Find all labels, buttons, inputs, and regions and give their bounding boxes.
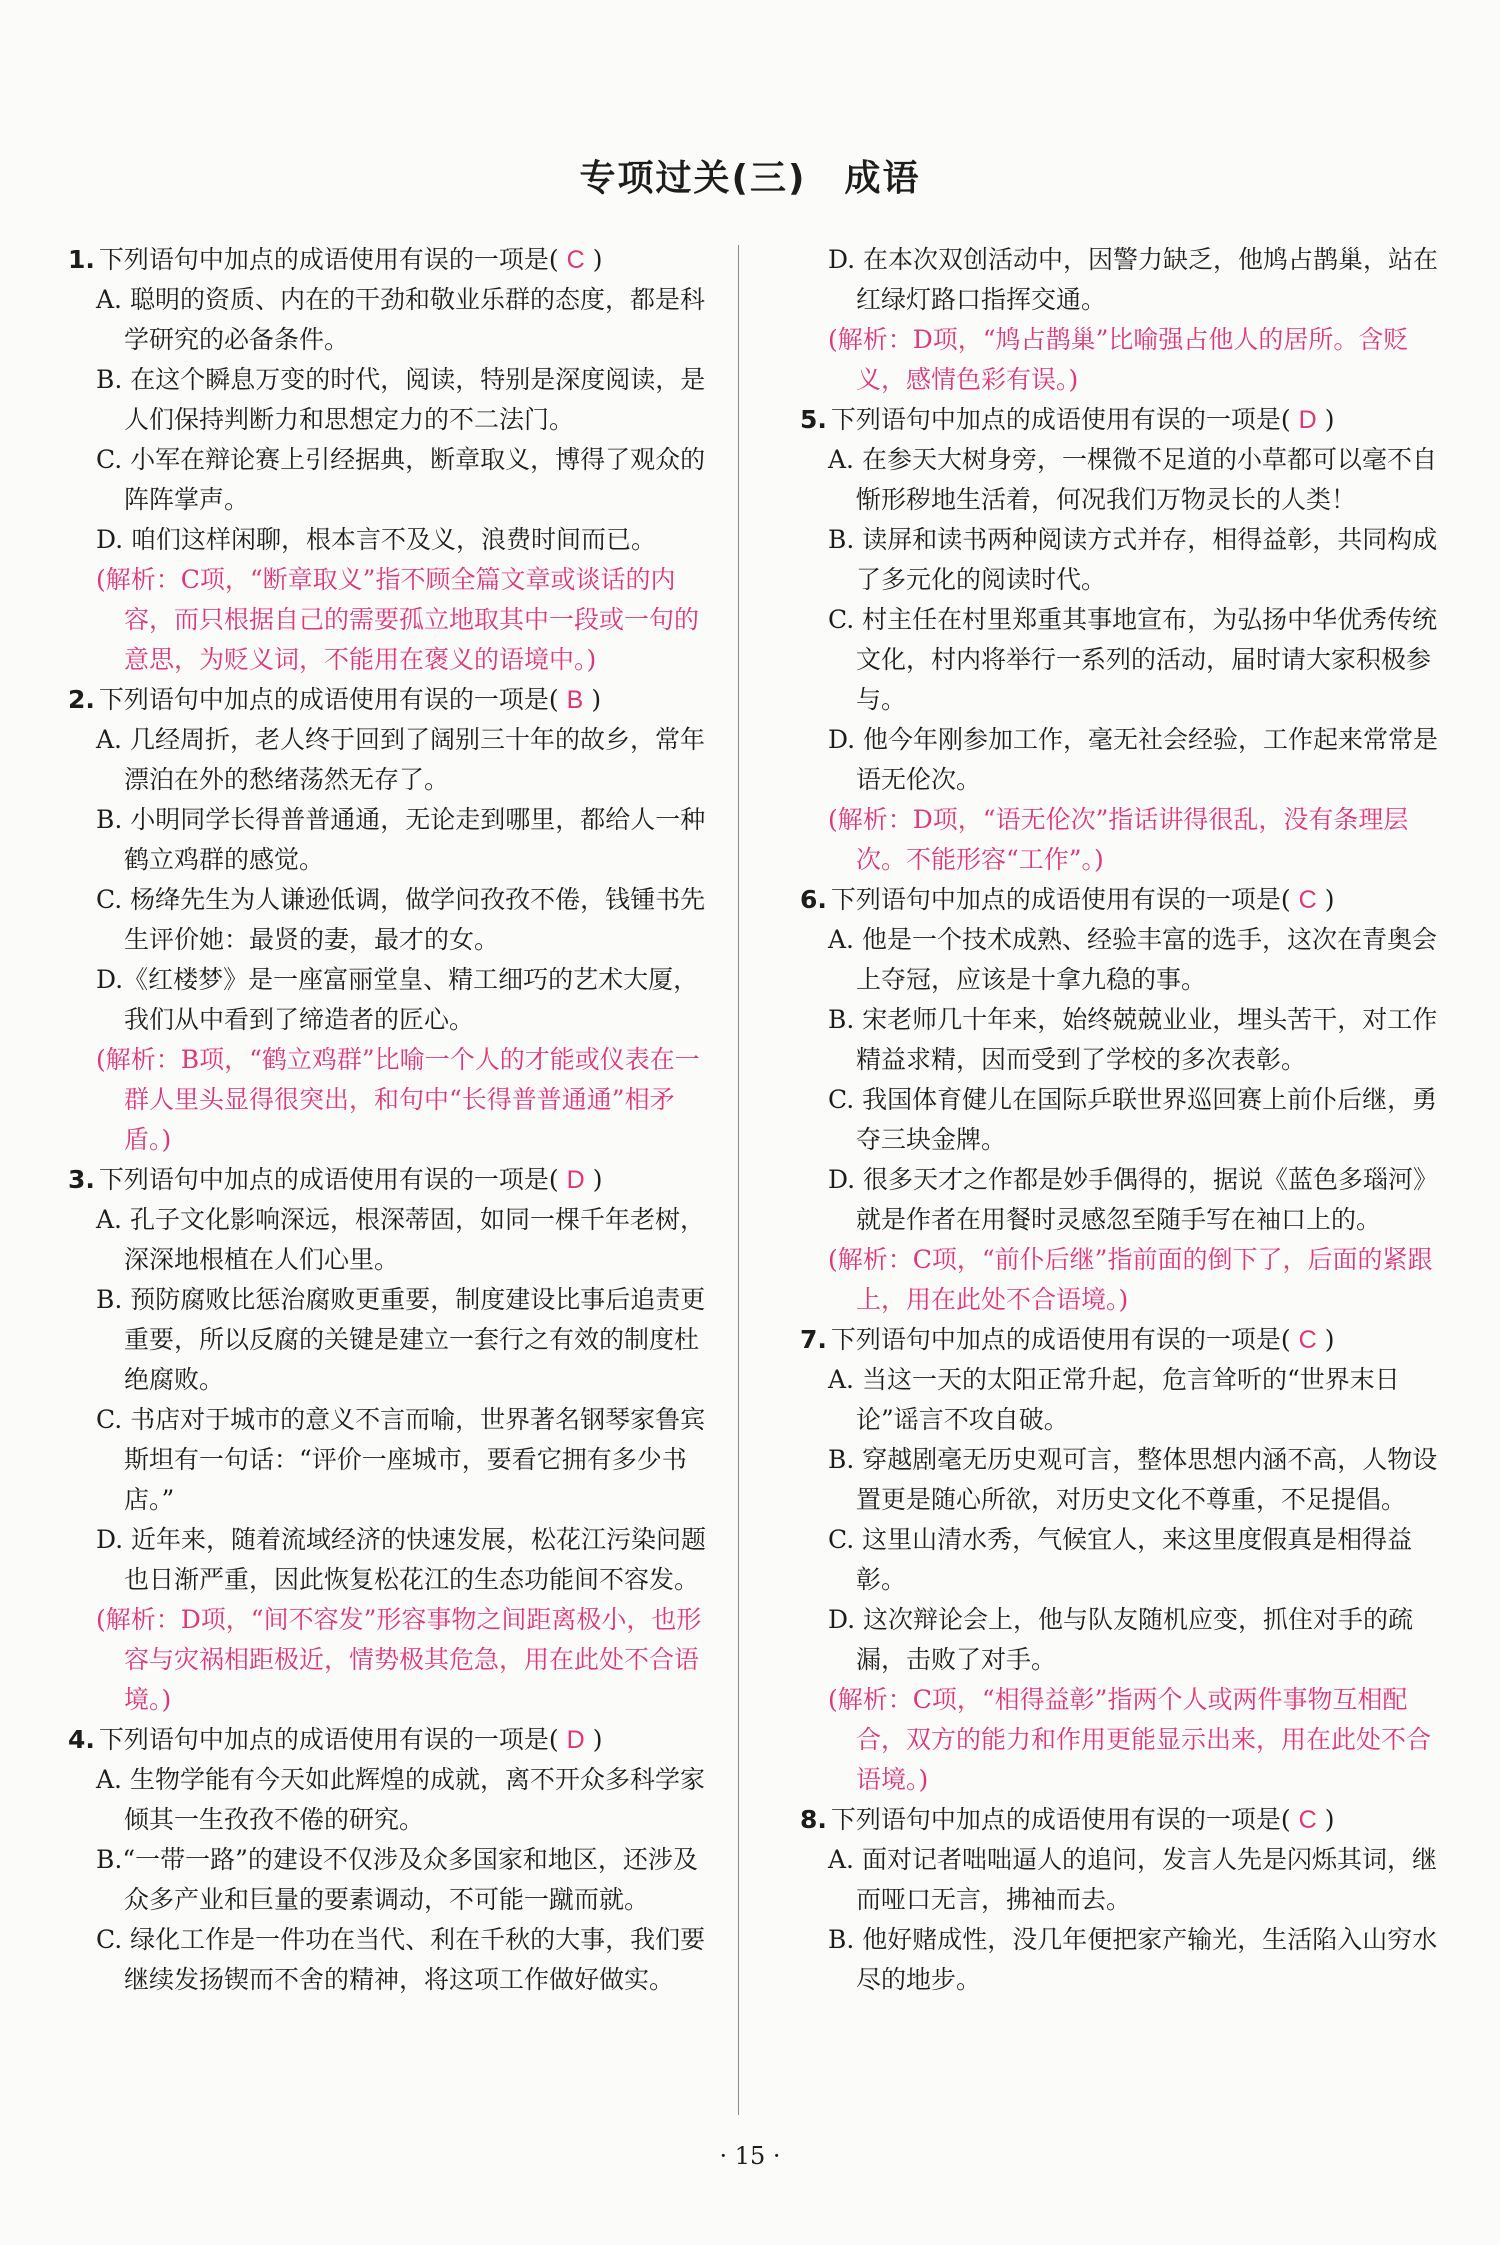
- question-stem: [800, 880, 1440, 920]
- option-item: D. 这次辩论会上，他与队友随机应变，抓住对手的疏漏，击败了对手。: [828, 1605, 1414, 1674]
- question-number: 7.: [800, 1325, 827, 1354]
- option-item: C. 这里山清水秀，气候宜人，来这里度假真是相得益彰。: [828, 1525, 1413, 1594]
- question-stem: [68, 680, 708, 720]
- question-text-end: ): [1324, 405, 1335, 434]
- answer-mark: C: [566, 246, 585, 274]
- option-item: B.“一带一路”的建设不仅涉及众多国家和地区，还涉及众多产业和巨量的要素调动，不可能一蹴而就。: [96, 1845, 698, 1914]
- question-text-end: ): [1324, 1325, 1335, 1354]
- answer-mark: C: [1298, 1326, 1317, 1354]
- question-block: [68, 240, 708, 680]
- question-stem: [68, 1160, 708, 1200]
- analysis-text: (解析：C项，“前仆后继”指前面的倒下了，后面的紧跟上，用在此处不合语境。): [828, 1245, 1433, 1314]
- question-block: [800, 400, 1440, 880]
- option-item: B. 穿越剧毫无历史观可言，整体思想内涵不高，人物设置更是随心所欲，对历史文化不尊重，不足提倡。: [828, 1445, 1438, 1514]
- option-item: C. 杨绛先生为人谦逊低调，做学问孜孜不倦，钱锺书先生评价她：最贤的妻，最才的女。: [96, 885, 706, 954]
- analysis-text: (解析：C项，“相得益彰”指两个人或两件事物互相配合，双方的能力和作用更能显示出来，用在此处不合语境。): [828, 1685, 1432, 1794]
- option-item: D.《红楼梦》是一座富丽堂皇、精工细巧的艺术大厦，我们从中看到了缔造者的匠心。: [96, 965, 699, 1034]
- question-text: 下列语句中加点的成语使用有误的一项是(: [830, 1805, 1291, 1834]
- question-text-end: ): [1324, 885, 1335, 914]
- left-column: [68, 240, 708, 2000]
- question-text-end: ): [592, 1165, 603, 1194]
- answer-mark: C: [1298, 1806, 1317, 1834]
- column-divider: [738, 245, 739, 2115]
- question-stem: [68, 1720, 708, 1760]
- answer-mark: D: [566, 1166, 585, 1194]
- question-text: 下列语句中加点的成语使用有误的一项是(: [830, 405, 1291, 434]
- question-block: [800, 1800, 1440, 2000]
- question-text-end: ): [592, 1725, 603, 1754]
- page-number: · 15 ·: [719, 2142, 781, 2170]
- option-item: D. 咱们这样闲聊，根本言不及义，浪费时间而已。: [96, 525, 657, 554]
- question-stem: [800, 1320, 1440, 1360]
- option-item: C. 小军在辩论赛上引经据典，断章取义，博得了观众的阵阵掌声。: [96, 445, 706, 514]
- option-item: D. 很多天才之作都是妙手偶得的，据说《蓝色多瑙河》就是作者在用餐时灵感忽至随手写在袖口上的。: [828, 1165, 1439, 1234]
- question-number: 1.: [68, 245, 95, 274]
- question-block: [800, 1320, 1440, 1800]
- question-text: 下列语句中加点的成语使用有误的一项是(: [830, 885, 1291, 914]
- option-item: A. 当这一天的太阳正常升起，危言耸听的“世界末日论”谣言不攻自破。: [828, 1365, 1400, 1434]
- option-item: C. 村主任在村里郑重其事地宣布，为弘扬中华优秀传统文化，村内将举行一系列的活动，届时请大家积极参与。: [828, 605, 1438, 714]
- option-item: C. 我国体育健儿在国际乒联世界巡回赛上前仆后继，勇夺三块金牌。: [828, 1085, 1438, 1154]
- question-number: 3.: [68, 1165, 95, 1194]
- page-title: 专项过关(三) 成语: [579, 158, 921, 199]
- option-item: A. 面对记者咄咄逼人的追问，发言人先是闪烁其词，继而哑口无言，拂袖而去。: [828, 1845, 1437, 1914]
- analysis-text: (解析：C项，“断章取义”指不顾全篇文章或谈话的内容，而只根据自己的需要孤立地取其中一段或一句的意思，为贬义词，不能用在褒义的语境中。): [96, 565, 700, 674]
- answer-mark: B: [566, 686, 584, 714]
- question-stem: [68, 240, 708, 280]
- right-column: [800, 240, 1440, 2000]
- question-number: 8.: [800, 1805, 827, 1834]
- question-number: 2.: [68, 685, 95, 714]
- option-item: B. 小明同学长得普普通通，无论走到哪里，都给人一种鹤立鸡群的感觉。: [96, 805, 706, 874]
- question-block: [68, 680, 708, 1160]
- option-item: C. 书店对于城市的意义不言而喻，世界著名钢琴家鲁宾斯坦有一句话：“评价一座城市，要看它拥有多少书店。”: [96, 1405, 706, 1514]
- option-item: D. 在本次双创活动中，因警力缺乏，他鸠占鹊巢，站在红绿灯路口指挥交通。: [828, 245, 1439, 314]
- answer-mark: C: [1298, 886, 1317, 914]
- question-stem: [800, 400, 1440, 440]
- analysis-text: (解析：D项，“间不容发”形容事物之间距离极小，也形容与灾祸相距极近，情势极其危急，用在此处不合语境。): [96, 1605, 702, 1714]
- option-item: A. 孔子文化影响深远，根深蒂固，如同一棵千年老树，深深地根植在人们心里。: [96, 1205, 705, 1274]
- analysis-text: (解析：B项，“鹤立鸡群”比喻一个人的才能或仪表在一群人里头显得很突出，和句中“长得普普通通”相矛盾。): [96, 1045, 700, 1154]
- option-item: B. 读屏和读书两种阅读方式并存，相得益彰，共同构成了多元化的阅读时代。: [828, 525, 1438, 594]
- option-item: A. 几经周折，老人终于回到了阔别三十年的故乡，常年漂泊在外的愁绪荡然无存了。: [96, 725, 705, 794]
- option-item: A. 在参天大树身旁，一棵微不足道的小草都可以毫不自惭形秽地生活着，何况我们万物灵长的人类！: [828, 445, 1437, 514]
- analysis-text: (解析：D项，“语无伦次”指话讲得很乱，没有条理层次。不能形容“工作”。): [828, 805, 1409, 874]
- answer-mark: D: [566, 1726, 585, 1754]
- question-stem: [800, 1800, 1440, 1840]
- question-block: [800, 880, 1440, 1320]
- question-block: [68, 1720, 708, 2000]
- question-text: 下列语句中加点的成语使用有误的一项是(: [98, 685, 559, 714]
- question-block: [68, 1160, 708, 1720]
- option-item: A. 他是一个技术成熟、经验丰富的选手，这次在青奥会上夺冠，应该是十拿九稳的事。: [828, 925, 1437, 994]
- question-number: 4.: [68, 1725, 95, 1754]
- option-item: D. 近年来，随着流域经济的快速发展，松花江污染问题也日渐严重，因此恢复松花江的生态功能间不容发。: [96, 1525, 707, 1594]
- option-item: B. 他好赌成性，没几年便把家产输光，生活陷入山穷水尽的地步。: [828, 1925, 1438, 1994]
- answer-mark: D: [1298, 406, 1317, 434]
- option-item: C. 绿化工作是一件功在当代、利在千秋的大事，我们要继续发扬锲而不舍的精神，将这项工作做好做实。: [96, 1925, 706, 1994]
- question-block: [800, 240, 1440, 400]
- option-item: D. 他今年刚参加工作，毫无社会经验，工作起来常常是语无伦次。: [828, 725, 1439, 794]
- question-text: 下列语句中加点的成语使用有误的一项是(: [98, 1725, 559, 1754]
- option-item: B. 宋老师几十年来，始终兢兢业业，埋头苦干，对工作精益求精，因而受到了学校的多次表彰。: [828, 1005, 1438, 1074]
- option-item: A. 生物学能有今天如此辉煌的成就，离不开众多科学家倾其一生孜孜不倦的研究。: [96, 1765, 705, 1834]
- question-text: 下列语句中加点的成语使用有误的一项是(: [830, 1325, 1291, 1354]
- question-text: 下列语句中加点的成语使用有误的一项是(: [98, 1165, 559, 1194]
- question-text: 下列语句中加点的成语使用有误的一项是(: [98, 245, 559, 274]
- question-number: 6.: [800, 885, 827, 914]
- option-item: A. 聪明的资质、内在的干劲和敬业乐群的态度，都是科学研究的必备条件。: [96, 285, 705, 354]
- question-text-end: ): [591, 685, 602, 714]
- analysis-text: (解析：D项，“鸠占鹊巢”比喻强占他人的居所。含贬义，感情色彩有误。): [828, 325, 1409, 394]
- option-item: B. 预防腐败比惩治腐败更重要，制度建设比事后追责更重要，所以反腐的关键是建立一套行之有效的制度杜绝腐败。: [96, 1285, 706, 1394]
- question-text-end: ): [1324, 1805, 1335, 1834]
- question-text-end: ): [592, 245, 603, 274]
- option-item: B. 在这个瞬息万变的时代，阅读，特别是深度阅读，是人们保持判断力和思想定力的不二法门。: [96, 365, 706, 434]
- question-number: 5.: [800, 405, 827, 434]
